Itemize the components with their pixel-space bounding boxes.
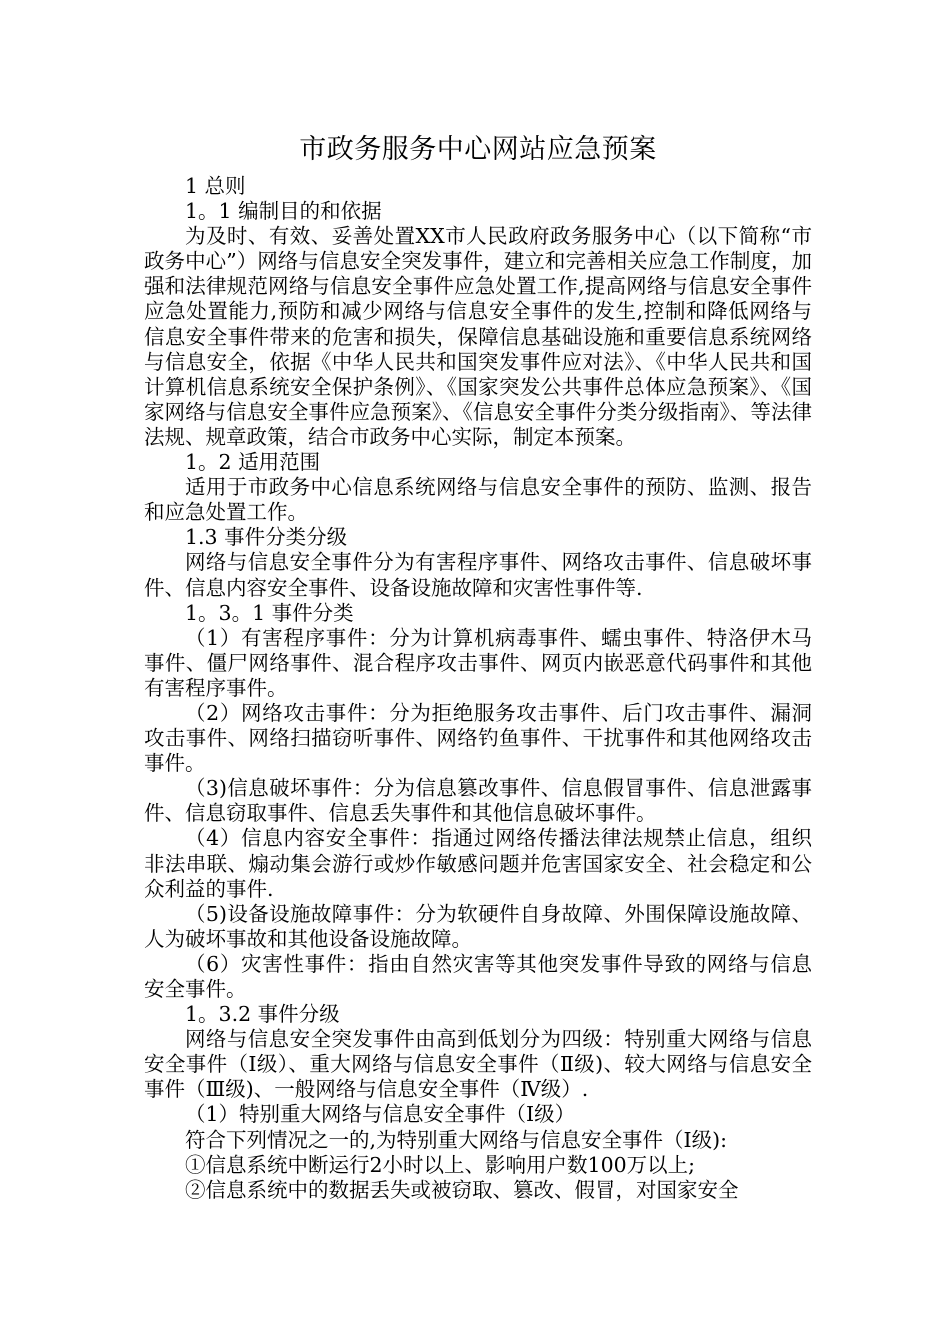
- section-heading: 1。2 适用范围: [185, 450, 321, 475]
- section-heading: 1。3。1 事件分类: [185, 600, 354, 625]
- paragraph: 为及时、有效、妥善处置XX市人民政府政务服务中心（以下简称“市政务中心”）网络与信息安全突发事件，建立和完善相关应急工作制度，加强和法律规范网络与信息安全事件应急处置工作,提高网络与信息安全事件应急处置能力,预防和减少网络与信息安全事件的发生,控制和降低网络与信息安全事件带来的危害和损失，保障信息基础设施和重要信息系统网络与信息安全，依据《中华人民共和国突发事件应对法》、《中华人民共和国计算机信息系统安全保护条例》、《国家突发公共事件总体应急预案》、《国家网络与信息安全事件应急预案》、《信息安全事件分类分级指南》、等法律法规、规章政策，结合市政务中心实际，制定本预案。: [144, 224, 812, 449]
- paragraph: 适用于市政务中心信息系统网络与信息安全事件的预防、监测、报告和应急处置工作。: [144, 475, 812, 525]
- paragraph: 网络与信息安全突发事件由高到低划分为四级：特别重大网络与信息安全事件（Ⅰ级）、重大网络与信息安全事件（Ⅱ级)、较大网络与信息安全事件（Ⅲ级)、一般网络与信息安全事件（Ⅳ级）.: [144, 1027, 812, 1102]
- paragraph: （5)设备设施故障事件：分为软硬件自身故障、外围保障设施故障、人为破坏事故和其他设备设施故障。: [144, 901, 812, 951]
- paragraph: （2）网络攻击事件：分为拒绝服务攻击事件、后门攻击事件、漏洞攻击事件、网络扫描窃听事件、网络钓鱼事件、干扰事件和其他网络攻击事件。: [144, 700, 812, 776]
- section-heading: 1。1 编制目的和依据: [185, 199, 382, 224]
- document-body: [144, 174, 812, 1203]
- document-title: 市政务服务中心网站应急预案: [299, 134, 657, 165]
- paragraph: 符合下列情况之一的,为特别重大网络与信息安全事件（Ⅰ级):: [185, 1127, 728, 1152]
- paragraph: （4）信息内容安全事件：指通过网络传播法律法规禁止信息，组织非法串联、煽动集会游行或炒作敏感问题并危害国家安全、社会稳定和公众利益的事件.: [144, 826, 812, 901]
- list-item: ①信息系统中断运行2小时以上、影响用户数100万以上;: [185, 1152, 696, 1177]
- paragraph: （1）特别重大网络与信息安全事件（Ⅰ级）: [185, 1102, 576, 1127]
- paragraph: （1）有害程序事件：分为计算机病毒事件、蠕虫事件、特洛伊木马事件、僵尸网络事件、混合程序攻击事件、网页内嵌恶意代码事件和其他有害程序事件。: [144, 625, 812, 700]
- document-page: [144, 128, 812, 1203]
- section-heading: 1.3 事件分类分级: [185, 525, 348, 550]
- paragraph: （3)信息破坏事件：分为信息篡改事件、信息假冒事件、信息泄露事件、信息窃取事件、信息丢失事件和其他信息破坏事件。: [144, 776, 812, 826]
- paragraph: 网络与信息安全事件分为有害程序事件、网络攻击事件、信息破坏事件、信息内容安全事件、设备设施故障和灾害性事件等.: [144, 550, 812, 600]
- list-item: ②信息系统中的数据丢失或被窃取、篡改、假冒，对国家安全: [185, 1177, 739, 1202]
- paragraph: （6）灾害性事件：指由自然灾害等其他突发事件导致的网络与信息安全事件。: [144, 951, 812, 1001]
- section-heading: 1 总则: [185, 174, 246, 198]
- section-heading: 1。3.2 事件分级: [185, 1002, 340, 1027]
